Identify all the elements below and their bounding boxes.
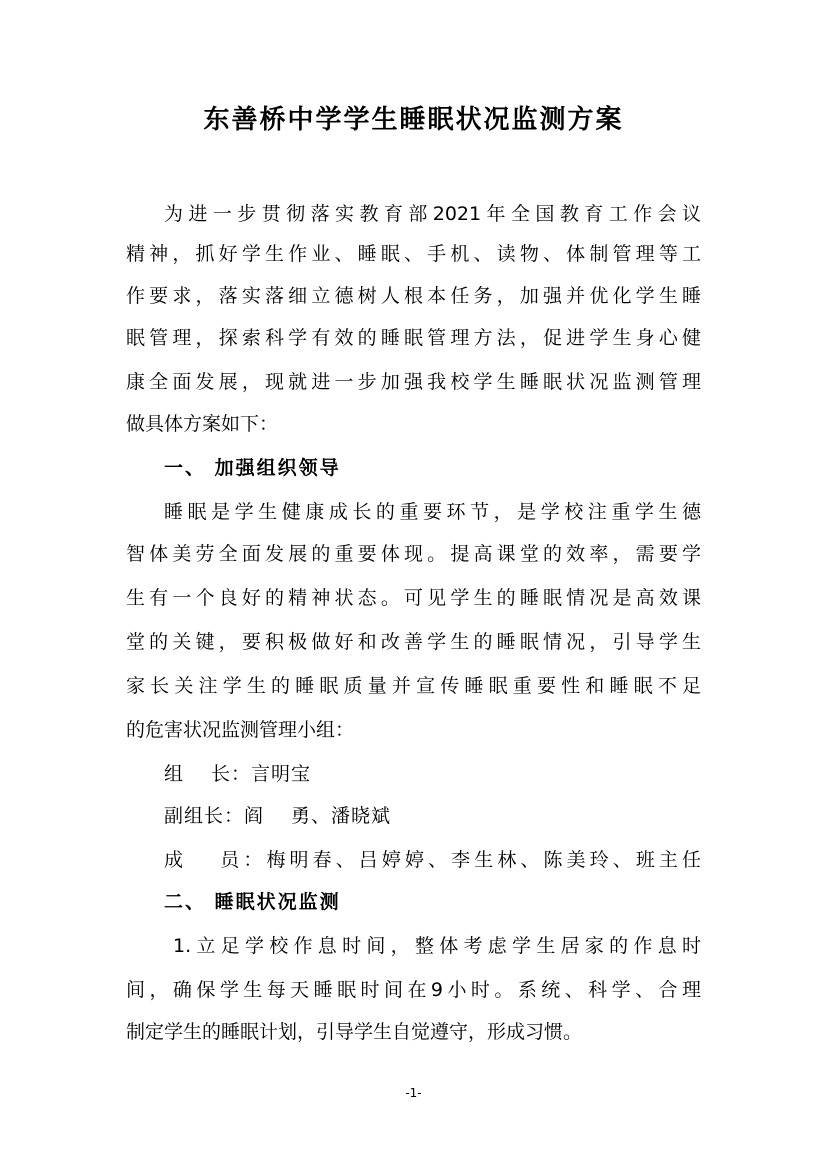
group-vice-leader: 副组长：阎 勇、潘晓斌 [164, 805, 392, 827]
section-heading: 二、 睡眠状况监测 [164, 891, 341, 913]
paragraph-line: 堂的关键，要积极做好和改善学生的睡眠情况，引导学生 [126, 631, 701, 653]
paragraph-line: 家长关注学生的睡眠质量并宣传睡眠重要性和睡眠不足 [126, 675, 701, 697]
paragraph-line: 智体美劳全面发展的重要体现。提高课堂的效率，需要学 [126, 543, 701, 565]
paragraph-line: 制定学生的睡眠计划，引导学生自觉遵守，形成习惯。 [126, 1021, 583, 1043]
group-members: 成 员：梅明春、吕婷婷、李生林、陈美玲、班主任 [164, 849, 701, 871]
paragraph-line: 生有一个良好的精神状态。可见学生的睡眠情况是高效课 [126, 587, 701, 609]
paragraph-line: 间，确保学生每天睡眠时间在9小时。系统、科学、合理 [126, 979, 701, 1001]
paragraph-line: 做具体方案如下： [126, 413, 279, 435]
group-leader: 组 长：言明宝 [164, 763, 312, 785]
paragraph-line: 眠管理，探索科学有效的睡眠管理方法，促进学生身心健 [126, 327, 701, 349]
section-heading: 一、 加强组织领导 [164, 457, 341, 479]
document-title: 东善桥中学学生睡眠状况监测方案 [203, 105, 624, 135]
paragraph-line: 作要求，落实落细立德树人根本任务，加强并优化学生睡 [126, 285, 701, 307]
paragraph-line: 精神，抓好学生作业、睡眠、手机、读物、体制管理等工 [126, 243, 701, 265]
list-item-line: 1.立足学校作息时间，整体考虑学生居家的作息时 [173, 935, 701, 957]
paragraph-line: 睡眠是学生健康成长的重要环节，是学校注重学生德 [164, 501, 701, 523]
paragraph-line: 康全面发展，现就进一步加强我校学生睡眠状况监测管理 [126, 371, 701, 393]
paragraph-line: 的危害状况监测管理小组： [126, 719, 355, 741]
paragraph-line: 为进一步贯彻落实教育部2021年全国教育工作会议 [164, 203, 701, 225]
page-number: -1- [405, 1086, 422, 1100]
